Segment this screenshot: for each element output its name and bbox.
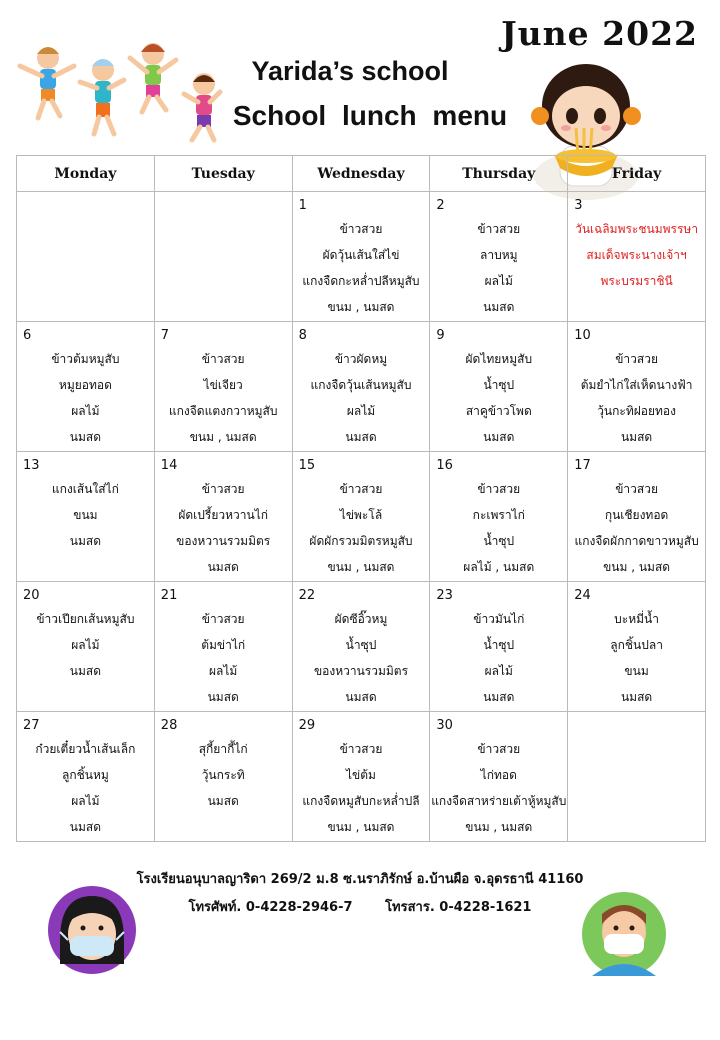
menu-item: ข้าวต้มหมูสับ bbox=[51, 352, 120, 366]
menu-item: ผลไม้ bbox=[484, 274, 513, 288]
menu-item: ผัดผักรวมมิตรหมูสับ bbox=[309, 534, 413, 548]
day-cell bbox=[292, 582, 430, 712]
menu-item: วุ้นกระทิ bbox=[201, 768, 245, 782]
menu-item: นมสด bbox=[345, 430, 377, 444]
menu-item: บะหมี่น้ำ bbox=[614, 612, 659, 626]
day-number bbox=[568, 712, 705, 736]
day-number: 7 bbox=[160, 328, 170, 343]
day-number: 17 bbox=[574, 458, 591, 473]
holiday-note: วันเฉลิมพระชนมพรรษา bbox=[575, 222, 699, 236]
menu-item: แกงจืดกะหล่ำปลีหมูสับ bbox=[302, 274, 420, 288]
phone-number: โทรศัพท์. 0-4228-2946-7 bbox=[188, 900, 353, 915]
menu-item: นมสด bbox=[483, 690, 515, 704]
menu-item: ต้มยำไก่ใส่เห็ดนางฟ้า bbox=[580, 378, 693, 392]
menu-item: ผลไม้ bbox=[484, 664, 513, 678]
day-cell bbox=[568, 192, 706, 322]
menu-item: ก๋วยเตี๋ยวน้ำเส้นเล็ก bbox=[35, 742, 136, 756]
menu-item: ข้าวมันไก่ bbox=[473, 612, 525, 626]
menu-item: นมสด bbox=[620, 430, 653, 444]
day-cell bbox=[430, 452, 568, 582]
day-number bbox=[155, 192, 292, 216]
menu-item: กะเพราไก่ bbox=[472, 508, 525, 522]
menu-item: ผัดไทยหมูสับ bbox=[465, 352, 533, 366]
day-number: 30 bbox=[436, 718, 453, 733]
empty-day-cell bbox=[17, 192, 155, 322]
day-cell bbox=[430, 712, 568, 842]
menu-item: น้ำซุป bbox=[483, 378, 515, 392]
day-number: 20 bbox=[23, 588, 40, 603]
day-cell bbox=[430, 192, 568, 322]
menu-subtitle: School lunch menu bbox=[232, 100, 508, 131]
day-cell bbox=[292, 452, 430, 582]
week-row bbox=[17, 582, 706, 712]
menu-item: แกงจืดสาหร่ายเต้าหู้หมูสับ bbox=[431, 794, 567, 808]
day-cell bbox=[292, 712, 430, 842]
day-number: 2 bbox=[436, 198, 445, 213]
menu-item: สาคูข้าวโพด bbox=[465, 404, 532, 418]
menu-item: ลูกชิ้นหมู bbox=[62, 768, 109, 782]
day-cell bbox=[568, 582, 706, 712]
weekday-friday: Friday bbox=[568, 156, 706, 192]
day-cell bbox=[17, 582, 155, 712]
day-number: 10 bbox=[574, 328, 591, 343]
fax-number: โทรสาร. 0-4228-1621 bbox=[385, 900, 532, 915]
menu-item: ข้าวสวย bbox=[615, 352, 658, 366]
day-cell bbox=[17, 712, 155, 842]
day-cell bbox=[292, 322, 430, 452]
menu-item: ขนม , นมสด bbox=[327, 560, 395, 574]
menu-item: กุนเชียงทอด bbox=[604, 508, 669, 522]
menu-item: ต้มข่าไก่ bbox=[201, 638, 246, 652]
holiday-note: สมเด็จพระนางเจ้าฯ bbox=[586, 248, 687, 262]
menu-item: ผลไม้ bbox=[71, 638, 100, 652]
day-number: 6 bbox=[23, 328, 32, 343]
empty-day-cell bbox=[568, 712, 706, 842]
empty-day-cell bbox=[154, 192, 292, 322]
menu-item: ผลไม้ , นมสด bbox=[463, 560, 535, 574]
menu-item: ข้าวสวย bbox=[201, 482, 245, 496]
menu-item: ไก่ทอด bbox=[480, 768, 517, 782]
day-number: 14 bbox=[160, 458, 178, 473]
menu-item: ของหวานรวมมิตร bbox=[176, 534, 271, 548]
day-number: 3 bbox=[574, 198, 583, 213]
menu-item: นมสด bbox=[483, 430, 515, 444]
menu-item: ผัดเปรี้ยวหวานไก่ bbox=[178, 508, 269, 522]
school-name: Yarida’s school bbox=[251, 56, 449, 86]
menu-item: นมสด bbox=[207, 560, 239, 574]
menu-item: นมสด bbox=[69, 664, 102, 678]
menu-item: ขนม , นมสด bbox=[189, 430, 257, 444]
menu-item: ข้าวผัดหมู bbox=[334, 352, 388, 366]
menu-item: ไข่เจียว bbox=[203, 378, 243, 392]
menu-item: นมสด bbox=[69, 430, 102, 444]
menu-item: ลาบหมู bbox=[480, 248, 518, 262]
menu-item: แกงเส้นใส่ไก่ bbox=[51, 482, 119, 496]
menu-item: นมสด bbox=[69, 534, 102, 548]
menu-item: ผัดซีอิ๊วหมู bbox=[334, 612, 388, 626]
menu-item: ขนม , นมสด bbox=[465, 820, 533, 834]
menu-item: ขนม , นมสด bbox=[327, 300, 395, 314]
day-number: 16 bbox=[436, 458, 453, 473]
kid-4 bbox=[184, 73, 220, 140]
menu-item: ข้าวสวย bbox=[477, 742, 521, 756]
menu-item: นมสด bbox=[207, 690, 239, 704]
kid-2 bbox=[80, 59, 124, 134]
day-cell bbox=[154, 452, 292, 582]
menu-item: ผลไม้ bbox=[209, 664, 238, 678]
menu-item: ไข่พะโล้ bbox=[339, 508, 383, 522]
day-cell bbox=[568, 452, 706, 582]
menu-item: น้ำซุป bbox=[483, 638, 515, 652]
kid-1 bbox=[20, 47, 74, 118]
menu-item: ผลไม้ bbox=[346, 404, 376, 418]
weekday-thursday: Thursday bbox=[430, 156, 568, 192]
day-number: 28 bbox=[160, 718, 178, 733]
menu-item: ขนม , นมสด bbox=[327, 820, 395, 834]
day-cell bbox=[154, 582, 292, 712]
menu-item: นมสด bbox=[483, 300, 515, 314]
menu-item: ผลไม้ bbox=[71, 404, 100, 418]
week-row bbox=[17, 452, 706, 582]
day-number: 13 bbox=[23, 458, 40, 473]
menu-item: ข้าวสวย bbox=[339, 222, 383, 236]
school-address: โรงเรียนอนุบาลญาริดา 269/2 ม.8 ซ.นราภิรักษ์ อ.บ้านผือ จ.อุดรธานี 41160 bbox=[136, 872, 584, 887]
menu-item: ขนม bbox=[624, 664, 649, 678]
menu-item: นมสด bbox=[207, 794, 239, 808]
menu-item: ขนม bbox=[73, 508, 98, 522]
weekday-wednesday: Wednesday bbox=[292, 156, 430, 192]
menu-item: นมสด bbox=[69, 820, 102, 834]
menu-item: ผัดวุ้นเส้นใส่ไข่ bbox=[322, 248, 400, 262]
menu-item: หมูยอทอด bbox=[58, 378, 112, 392]
day-number: 23 bbox=[436, 588, 453, 603]
calendar-body bbox=[17, 192, 706, 842]
menu-item: แกงจืดผักกาดขาวหมูสับ bbox=[574, 534, 699, 548]
menu-item: แกงจืดหมูสับกะหล่ำปลี bbox=[302, 794, 420, 808]
week-row bbox=[17, 322, 706, 452]
day-number: 21 bbox=[160, 588, 178, 603]
day-number: 8 bbox=[298, 328, 307, 343]
menu-item: น้ำซุป bbox=[345, 638, 377, 652]
menu-item: ข้าวสวย bbox=[477, 222, 521, 236]
week-row bbox=[17, 192, 706, 322]
day-number: 29 bbox=[298, 718, 316, 733]
day-number: 15 bbox=[298, 458, 316, 473]
menu-item: ข้าวสวย bbox=[615, 482, 658, 496]
weekday-header-row bbox=[17, 156, 706, 192]
day-cell bbox=[292, 192, 430, 322]
menu-item: ข้าวสวย bbox=[339, 742, 383, 756]
menu-item: แกงจืดวุ้นเส้นหมูสับ bbox=[310, 378, 412, 392]
menu-item: ข้าวสวย bbox=[201, 352, 245, 366]
day-number bbox=[17, 192, 154, 216]
day-number: 1 bbox=[298, 198, 307, 213]
kid-3 bbox=[130, 43, 176, 112]
menu-item: ข้าวสวย bbox=[201, 612, 245, 626]
holiday-note: พระบรมราชินี bbox=[600, 274, 673, 288]
menu-item: ขนม , นมสด bbox=[603, 560, 671, 574]
menu-item: วุ้นกะทิฝอยทอง bbox=[597, 404, 676, 418]
day-cell bbox=[430, 582, 568, 712]
menu-item: สุกี้ยากี้ไก่ bbox=[198, 742, 248, 756]
day-number: 24 bbox=[574, 588, 591, 603]
masked-boy-avatar bbox=[580, 890, 668, 978]
weekday-monday: Monday bbox=[17, 156, 155, 192]
menu-item: ลูกชิ้นปลา bbox=[610, 638, 663, 652]
day-cell bbox=[17, 452, 155, 582]
menu-item: นมสด bbox=[345, 690, 377, 704]
day-cell bbox=[154, 322, 292, 452]
month-title: June 2022 bbox=[501, 14, 698, 53]
day-number: 22 bbox=[298, 588, 316, 603]
menu-item: แกงจืดแตงกวาหมูสับ bbox=[168, 404, 278, 418]
day-number: 9 bbox=[436, 328, 445, 343]
menu-item: ข้าวสวย bbox=[339, 482, 383, 496]
menu-item: ข้าวเปียกเส้นหมูสับ bbox=[36, 612, 135, 626]
lunch-menu-calendar bbox=[16, 155, 706, 842]
week-row bbox=[17, 712, 706, 842]
weekday-tuesday: Tuesday bbox=[154, 156, 292, 192]
day-number: 27 bbox=[23, 718, 40, 733]
day-cell bbox=[430, 322, 568, 452]
menu-item: ผลไม้ bbox=[71, 794, 100, 808]
jumping-kids-illustration bbox=[8, 36, 223, 146]
menu-item: น้ำซุป bbox=[483, 534, 515, 548]
menu-item: ข้าวสวย bbox=[477, 482, 521, 496]
menu-item: ไข่ต้ม bbox=[346, 768, 376, 782]
menu-item: ของหวานรวมมิตร bbox=[313, 664, 409, 678]
menu-item: นมสด bbox=[620, 690, 653, 704]
day-cell bbox=[17, 322, 155, 452]
day-cell bbox=[154, 712, 292, 842]
day-cell bbox=[568, 322, 706, 452]
masked-girl-avatar bbox=[46, 884, 138, 976]
